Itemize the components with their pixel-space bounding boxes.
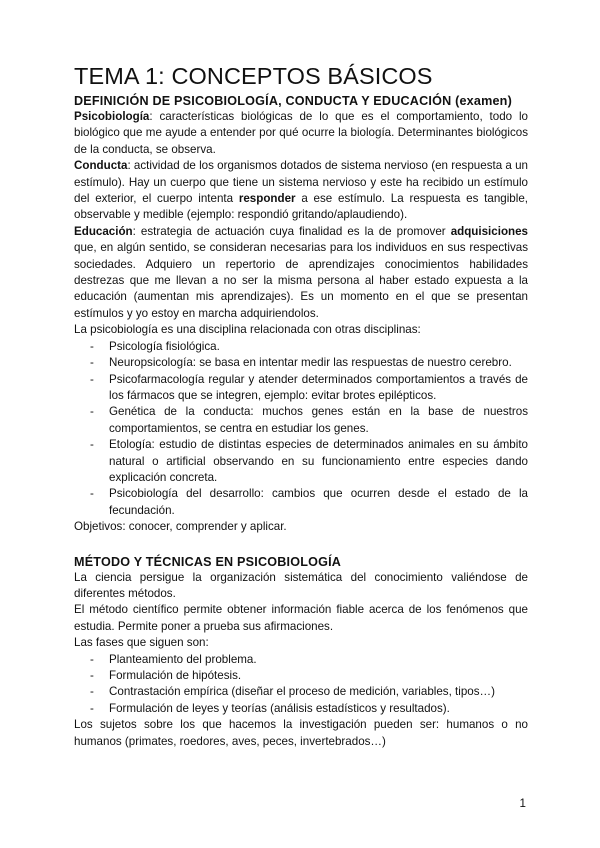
dash-bullet: - [90, 356, 94, 370]
list-item: - Psicofarmacología regular y atender determinados comportamientos a través de los fármacos que se integren, ejemplo: evitar brotes epilépticos. [90, 372, 528, 402]
list-item: - Psicología fisiológica. [74, 339, 528, 355]
list-item: - Neuropsicología: se basa en intentar medir las respuestas de nuestro cerebro. [74, 355, 528, 371]
dash-bullet: - [90, 405, 94, 419]
disciplines-intro: La psicobiología es una disciplina relacionada con otras disciplinas: [74, 323, 421, 337]
document-page [74, 62, 528, 750]
definition-text: que, en algún sentido, se consideran necesarias para los individuos en sus respectivas sociedades. Adquiero un repertorio de aprendizajes conocimientos habilidades destrezas que me llevan a no ser la misma persona al haber estado expuesta a la educación (aumentan mis aprendizajes). Es un momento en el que se presentan estímulos y yo estoy en marcha adquiriendolos. [74, 241, 528, 320]
list-item: - Formulación de leyes y teorías (análisis estadísticos y resultados). [74, 701, 528, 717]
section-heading-text: DEFINICIÓN DE PSICOBIOLOGÍA, CONDUCTA Y EDUCACIÓN [74, 94, 452, 108]
term-psicobiologia: Psicobiología [74, 110, 150, 123]
list-item: - Formulación de hipótesis. [74, 668, 528, 684]
definition-text: : características biológicas de lo que es el comportamiento, todo lo biológico que me ayude a entender por qué ocurre la biología. Determinantes biológicos de la conducta, se observa. [74, 110, 528, 156]
list-item: - Genética de la conducta: muchos genes están en la base de nuestros comportamientos, se centra en estudiar los genes. [90, 405, 528, 435]
section-heading-definitions [74, 93, 528, 109]
emphasis-adquisiciones: adquisiciones [450, 224, 528, 238]
paragraph: La ciencia persigue la organización sistemática del conocimiento valiéndose de diferentes métodos. [74, 570, 528, 600]
phases-list [74, 652, 528, 718]
definition-educacion [74, 224, 528, 322]
dash-bullet: - [90, 372, 94, 386]
term-educacion: Educación [74, 224, 133, 238]
definition-text: a ese estímulo. La respuesta es tangible, observable y medible (ejemplo: respondió gritando/aplaudiendo). [74, 192, 528, 222]
page-number: 1 [519, 797, 526, 810]
section-heading-methods: MÉTODO Y TÉCNICAS EN PSICOBIOLOGÍA [74, 554, 342, 569]
definition-text: : actividad de los organismos dotados de sistema nervioso (en respuesta a un estímulo). Hay un cuerpo que tiene un sistema nervioso y este ha recibido un estímulo del exterior, el cuerpo intenta [74, 159, 528, 206]
dash-bullet: - [90, 669, 94, 682]
paragraph: El método científico permite obtener información fiable acerca de los fenómenos que estudia. Permite poner a prueba sus afirmaciones. [74, 603, 528, 633]
dash-bullet: - [90, 701, 94, 715]
objectives: Objetivos: conocer, comprender y aplicar. [74, 520, 287, 534]
definition-psicobiologia [74, 109, 528, 158]
page-title: TEMA 1: CONCEPTOS BÁSICOS [74, 63, 433, 89]
section-heading-note: (examen) [455, 94, 512, 108]
paragraph: Las fases que siguen son: [74, 636, 209, 650]
dash-bullet: - [90, 652, 94, 666]
list-item: - Etología: estudio de distintas especies de determinados animales en su ámbito natural o artificial observando en su funcionamiento entre especies dando explicación concreta. [90, 438, 528, 484]
list-item: - Psicobiología del desarrollo: cambios que ocurren desde el estado de la fecundación. [90, 487, 528, 517]
paragraph: Los sujetos sobre los que hacemos la investigación pueden ser: humanos o no humanos (primates, roedores, aves, peces, invertebrados…) [74, 718, 528, 748]
list-item: - Contrastación empírica (diseñar el proceso de medición, variables, tipos…) [74, 684, 528, 700]
dash-bullet: - [90, 339, 94, 353]
dash-bullet: - [90, 438, 94, 452]
emphasis-responder: responder [238, 192, 296, 206]
term-conducta: Conducta [74, 159, 128, 173]
list-item: - Planteamiento del problema. [74, 652, 528, 668]
dash-bullet: - [90, 685, 94, 699]
definition-conducta [74, 158, 528, 224]
definition-text: : estrategia de actuación cuya finalidad es la de promover [132, 224, 451, 238]
disciplines-list [74, 339, 528, 519]
dash-bullet: - [90, 487, 94, 501]
